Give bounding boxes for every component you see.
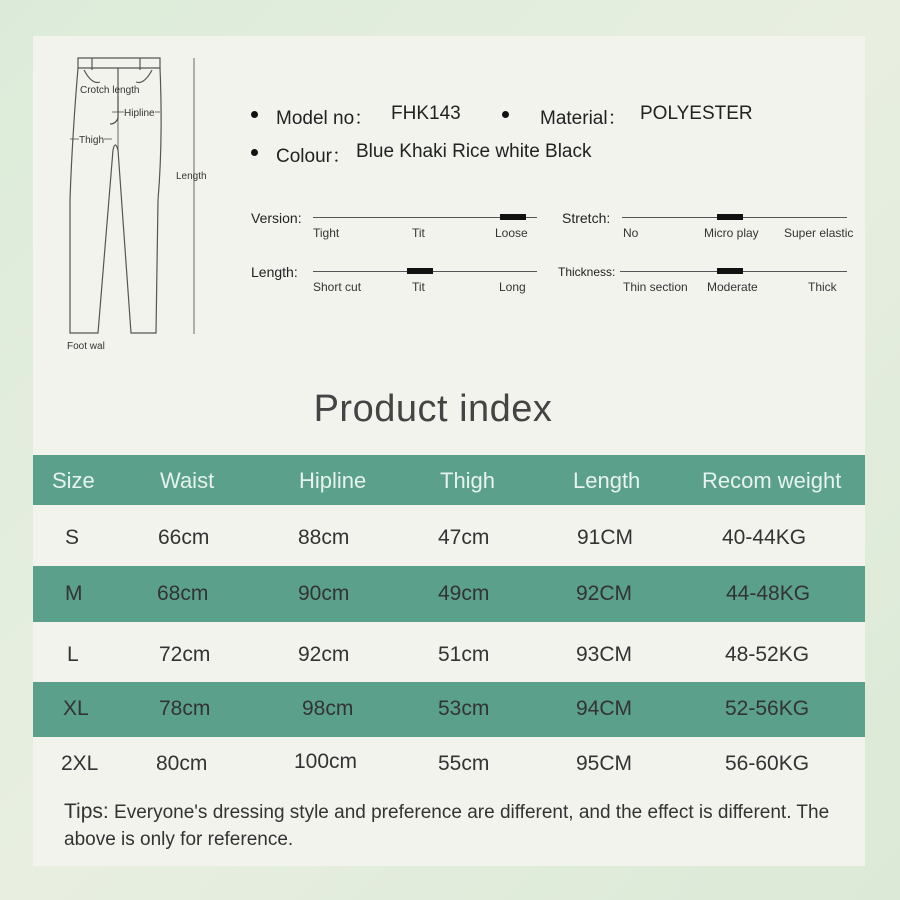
length-label: Length <box>176 171 207 182</box>
weight-cell: 48-52KG <box>725 643 810 666</box>
waist-cell: 72cm <box>159 643 211 666</box>
header-cell: Hipline <box>299 468 367 493</box>
table-header <box>33 455 865 505</box>
table-row <box>33 626 865 682</box>
hipline-cell: 98cm <box>302 697 354 720</box>
stretch-marker <box>717 214 743 220</box>
version-title: Version: <box>251 210 302 226</box>
hipline-label: Hipline <box>124 108 155 119</box>
thickness-option: Moderate <box>707 280 758 294</box>
colour-value: Blue Khaki Rice white Black <box>356 141 592 162</box>
thigh-cell: 53cm <box>438 697 490 720</box>
material-value: POLYESTER <box>640 103 753 124</box>
weight-cell: 40-44KG <box>722 526 807 549</box>
thickness-option: Thick <box>808 280 837 294</box>
bullet-icon <box>251 149 258 156</box>
colour-label: Colour： <box>276 146 351 167</box>
header-cell: Waist <box>160 468 215 493</box>
stretch-title: Stretch: <box>562 210 611 226</box>
page-title: Product index <box>313 388 553 430</box>
waist-cell: 78cm <box>159 697 211 720</box>
material-label: Material： <box>540 108 627 129</box>
model-value: FHK143 <box>391 103 461 124</box>
length-option: Tit <box>412 280 425 294</box>
thigh-cell: 47cm <box>438 526 490 549</box>
thickness-marker <box>717 268 743 274</box>
length-cell: 91CM <box>577 526 634 549</box>
foot-label: Foot wal <box>67 341 105 352</box>
thigh-label: Thigh <box>79 135 105 146</box>
thickness-title: Thickness: <box>558 265 616 279</box>
header-cell: Length <box>573 468 641 493</box>
hipline-cell: 88cm <box>298 526 350 549</box>
hipline-cell: 100cm <box>294 750 358 773</box>
table-row <box>33 739 865 791</box>
pants-diagram <box>0 0 230 352</box>
version-marker <box>500 214 526 220</box>
size-cell: XL <box>63 697 89 720</box>
thigh-cell: 55cm <box>438 752 490 775</box>
size-cell: L <box>67 643 79 666</box>
tips-text: Everyone's dressing style and preference are different, and the effect is different. The above is only for reference. <box>64 802 830 850</box>
length-cell: 94CM <box>576 697 633 720</box>
weight-cell: 56-60KG <box>725 752 810 775</box>
table-row <box>33 682 865 737</box>
length-option: Long <box>499 280 526 294</box>
tips-note <box>64 798 864 853</box>
waist-cell: 68cm <box>157 582 209 605</box>
header-cell: Size <box>52 468 95 493</box>
bullet-icon <box>251 111 258 118</box>
version-option: Tit <box>412 226 425 240</box>
length-cell: 95CM <box>576 752 633 775</box>
length-marker <box>407 268 433 274</box>
waist-cell: 80cm <box>156 752 208 775</box>
thigh-cell: 51cm <box>438 643 490 666</box>
length-option: Short cut <box>313 280 362 294</box>
hipline-cell: 90cm <box>298 582 350 605</box>
table-row <box>33 566 865 622</box>
table-row <box>33 510 865 564</box>
length-scale-title: Length: <box>251 264 298 280</box>
crotch-length-label: Crotch length <box>80 85 140 96</box>
weight-cell: 44-48KG <box>726 582 811 605</box>
stretch-option: Micro play <box>704 226 759 240</box>
length-cell: 93CM <box>576 643 633 666</box>
size-cell: 2XL <box>61 752 99 775</box>
header-cell: Thigh <box>440 468 496 493</box>
model-label: Model no： <box>276 108 374 129</box>
header-cell: Recom weight <box>702 468 842 493</box>
weight-cell: 52-56KG <box>725 697 810 720</box>
hipline-cell: 92cm <box>298 643 350 666</box>
version-option: Tight <box>313 226 340 240</box>
length-cell: 92CM <box>576 582 633 605</box>
thigh-cell: 49cm <box>438 582 490 605</box>
version-option: Loose <box>495 226 528 240</box>
stretch-option: Super elastic <box>784 226 854 240</box>
size-cell: M <box>65 582 83 605</box>
bullet-icon <box>502 111 509 118</box>
size-cell: S <box>65 526 80 549</box>
waist-cell: 66cm <box>158 526 210 549</box>
thickness-option: Thin section <box>623 280 688 294</box>
tips-label: Tips: <box>64 800 109 823</box>
stretch-option: No <box>623 226 639 240</box>
